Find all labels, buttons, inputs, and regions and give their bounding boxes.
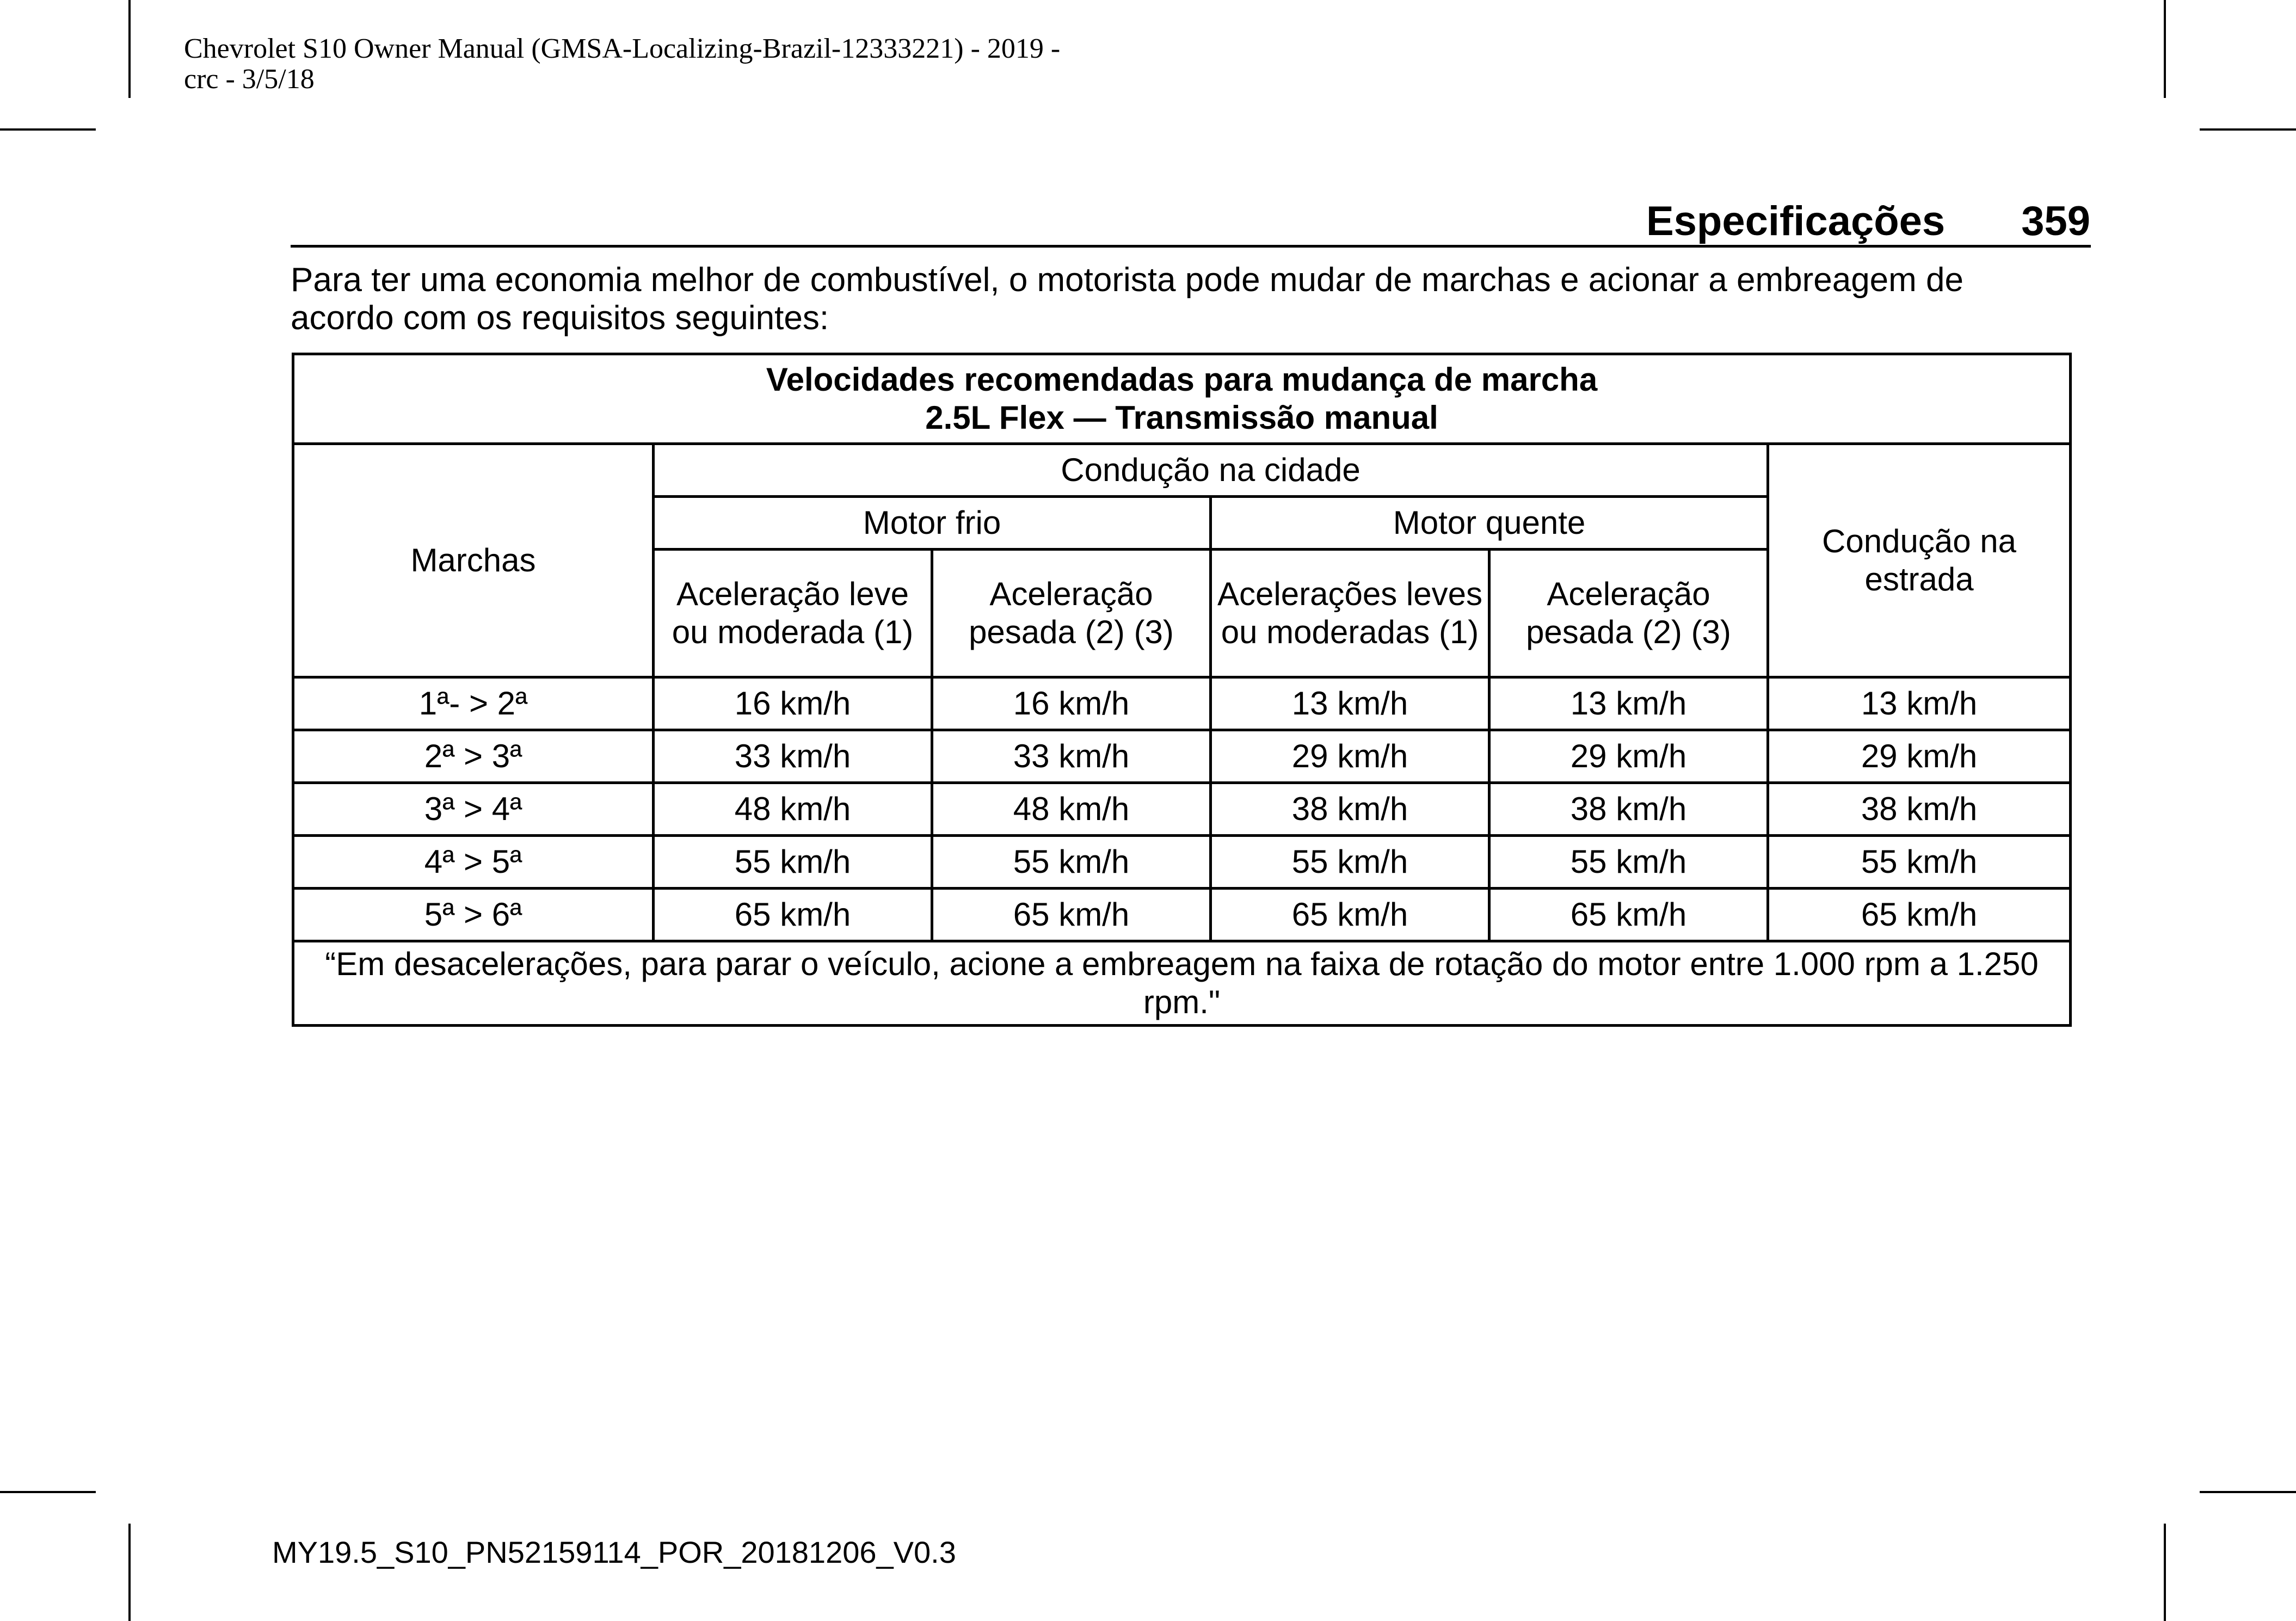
crop-mark [128, 0, 131, 98]
speed-cell: 55 km/h [654, 836, 932, 889]
speed-cell: 29 km/h [1768, 730, 2071, 783]
speed-cell: 38 km/h [1489, 783, 1768, 836]
column-group-city: Condução na cidade [654, 444, 1768, 497]
column-header-gears: Marchas [293, 444, 654, 677]
speed-cell: 65 km/h [1768, 889, 2071, 941]
column-header-highway: Condução na estrada [1768, 444, 2071, 677]
table-row [293, 677, 2071, 730]
crop-mark [128, 1524, 131, 1621]
crop-mark [0, 1491, 96, 1493]
page-number: 359 [2021, 198, 2090, 244]
table-row [293, 889, 2071, 941]
speed-cell: 55 km/h [1211, 836, 1489, 889]
column-header: Acelerações leves ou moderadas (1) [1211, 550, 1489, 677]
speed-cell: 55 km/h [1489, 836, 1768, 889]
section-title: Especificações [1646, 198, 1946, 244]
speed-cell: 65 km/h [932, 889, 1211, 941]
document-header-line: crc - 3/5/18 [184, 64, 315, 95]
crop-mark [2164, 0, 2166, 98]
table-row [293, 836, 2071, 889]
speed-cell: 55 km/h [1768, 836, 2071, 889]
table-row [293, 783, 2071, 836]
crop-mark [2200, 128, 2296, 131]
section-heading [1646, 197, 2090, 246]
gear-cell: 4ª > 5ª [293, 836, 654, 889]
speed-cell: 33 km/h [932, 730, 1211, 783]
table-title-line: Velocidades recomendadas para mudança de marcha [766, 361, 1598, 398]
table-title [293, 354, 2071, 444]
speed-cell: 13 km/h [1768, 677, 2071, 730]
speed-cell: 16 km/h [654, 677, 932, 730]
speed-cell: 29 km/h [1211, 730, 1489, 783]
table-note: “Em desacelerações, para parar o veículo, acione a embreagem na faixa de rotação do motor entre 1.000 rpm a 1.250 rpm." [293, 941, 2071, 1026]
heading-rule [291, 245, 2091, 248]
speed-cell: 16 km/h [932, 677, 1211, 730]
speed-cell: 13 km/h [1489, 677, 1768, 730]
speed-cell: 13 km/h [1211, 677, 1489, 730]
column-group-hot-engine: Motor quente [1211, 497, 1768, 550]
gear-cell: 5ª > 6ª [293, 889, 654, 941]
document-header-line: Chevrolet S10 Owner Manual (GMSA-Localizing-Brazil-12333221) - 2019 - [184, 33, 1061, 64]
speed-cell: 29 km/h [1489, 730, 1768, 783]
table-subtitle-line: 2.5L Flex — Transmissão manual [925, 399, 1438, 436]
crop-mark [0, 128, 96, 131]
speed-cell: 65 km/h [1211, 889, 1489, 941]
speed-cell: 38 km/h [1768, 783, 2071, 836]
speed-cell: 65 km/h [654, 889, 932, 941]
column-header: Aceleração leve ou moderada (1) [654, 550, 932, 677]
speed-cell: 48 km/h [932, 783, 1211, 836]
crop-mark [2200, 1491, 2296, 1493]
speed-cell: 48 km/h [654, 783, 932, 836]
crop-mark [2164, 1524, 2166, 1621]
table-row [293, 730, 2071, 783]
shift-speed-table [292, 353, 2072, 1027]
column-group-cold-engine: Motor frio [654, 497, 1211, 550]
speed-cell: 33 km/h [654, 730, 932, 783]
speed-cell: 65 km/h [1489, 889, 1768, 941]
speed-cell: 55 km/h [932, 836, 1211, 889]
footer-code: MY19.5_S10_PN52159114_POR_20181206_V0.3 [272, 1535, 956, 1569]
speed-cell: 38 km/h [1211, 783, 1489, 836]
document-header [184, 34, 1060, 95]
gear-cell: 1ª- > 2ª [293, 677, 654, 730]
gear-cell: 3ª > 4ª [293, 783, 654, 836]
intro-paragraph: Para ter uma economia melhor de combustível, o motorista pode mudar de marchas e acionar a embreagem de acordo com os requisitos seguintes: [291, 261, 1963, 337]
column-header: Aceleração pesada (2) (3) [1489, 550, 1768, 677]
gear-cell: 2ª > 3ª [293, 730, 654, 783]
column-header: Aceleração pesada (2) (3) [932, 550, 1211, 677]
